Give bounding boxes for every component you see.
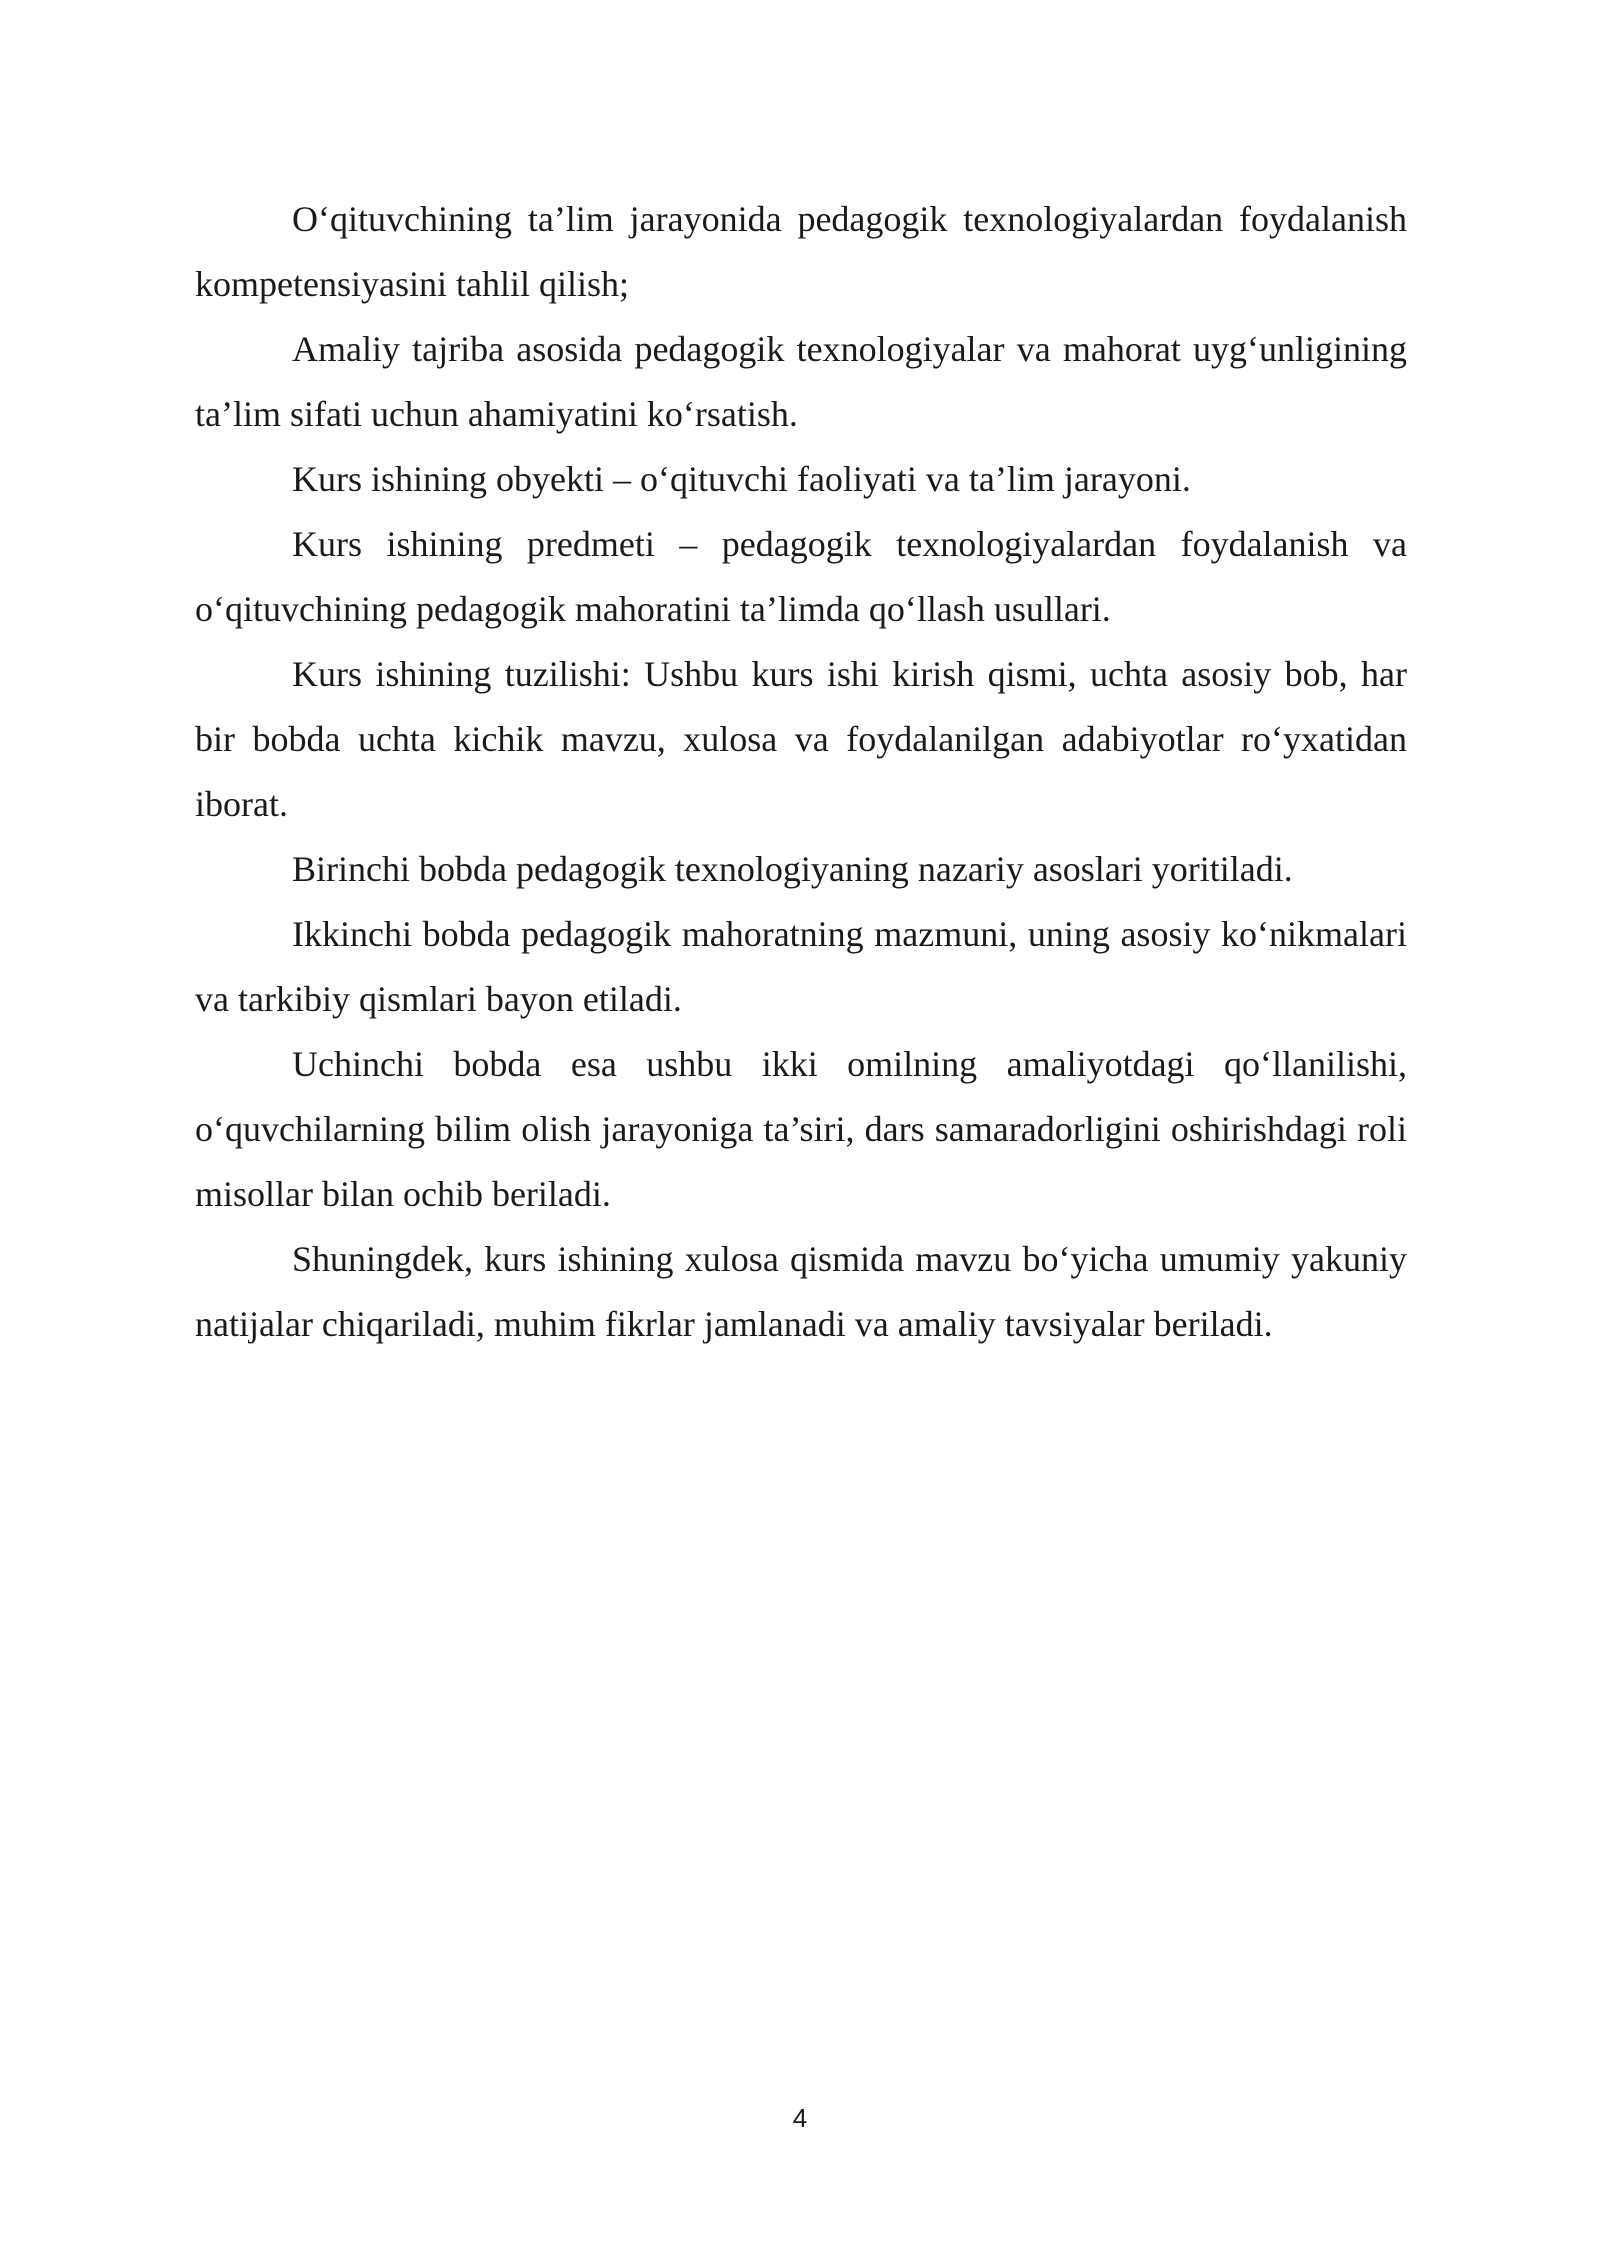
paragraph-objective-practice: Amaliy tajriba asosida pedagogik texnologiyalar va mahorat uyg‘unligining ta’lim sifati uchun ahamiyatini ko‘rsatish.: [195, 329, 1407, 434]
paragraph-objective-analysis: O‘qituvchining ta’lim jarayonida pedagogik texnologiyalardan foydalanish kompetensiyasini tahlil qilish;: [195, 199, 1407, 304]
paragraph-conclusion: Shuningdek, kurs ishining xulosa qismida mavzu bo‘yicha umumiy yakuniy natijalar chiqariladi, muhim fikrlar jamlanadi va amaliy tavsiyalar beriladi.: [195, 1239, 1407, 1344]
paragraph-structure: Kurs ishining tuzilishi: Ushbu kurs ishi kirish qismi, uchta asosiy bob, har bir bobda uchta kichik mavzu, xulosa va foydalanilgan adabiyotlar ro‘yxatidan iborat.: [195, 654, 1407, 824]
page-number: 4: [792, 2103, 808, 2133]
paragraph-object: Kurs ishining obyekti – o‘qituvchi faoliyati va ta’lim jarayoni.: [292, 459, 1191, 499]
page-body: [195, 187, 1407, 1357]
paragraph-chapter-two: Ikkinchi bobda pedagogik mahoratning mazmuni, uning asosiy ko‘nikmalari va tarkibiy qismlari bayon etiladi.: [195, 914, 1407, 1019]
paragraph-chapter-one: Birinchi bobda pedagogik texnologiyaning nazariy asoslari yoritiladi.: [292, 849, 1293, 889]
paragraph-chapter-three: Uchinchi bobda esa ushbu ikki omilning amaliyotdagi qo‘llanilishi, o‘quvchilarning bilim olish jarayoniga ta’siri, dars samaradorligini oshirishdagi roli misollar bilan ochib beriladi.: [195, 1044, 1407, 1214]
paragraph-subject: Kurs ishining predmeti – pedagogik texnologiyalardan foydalanish va o‘qituvchining pedagogik mahoratini ta’limda qo‘llash usullari.: [195, 524, 1407, 629]
